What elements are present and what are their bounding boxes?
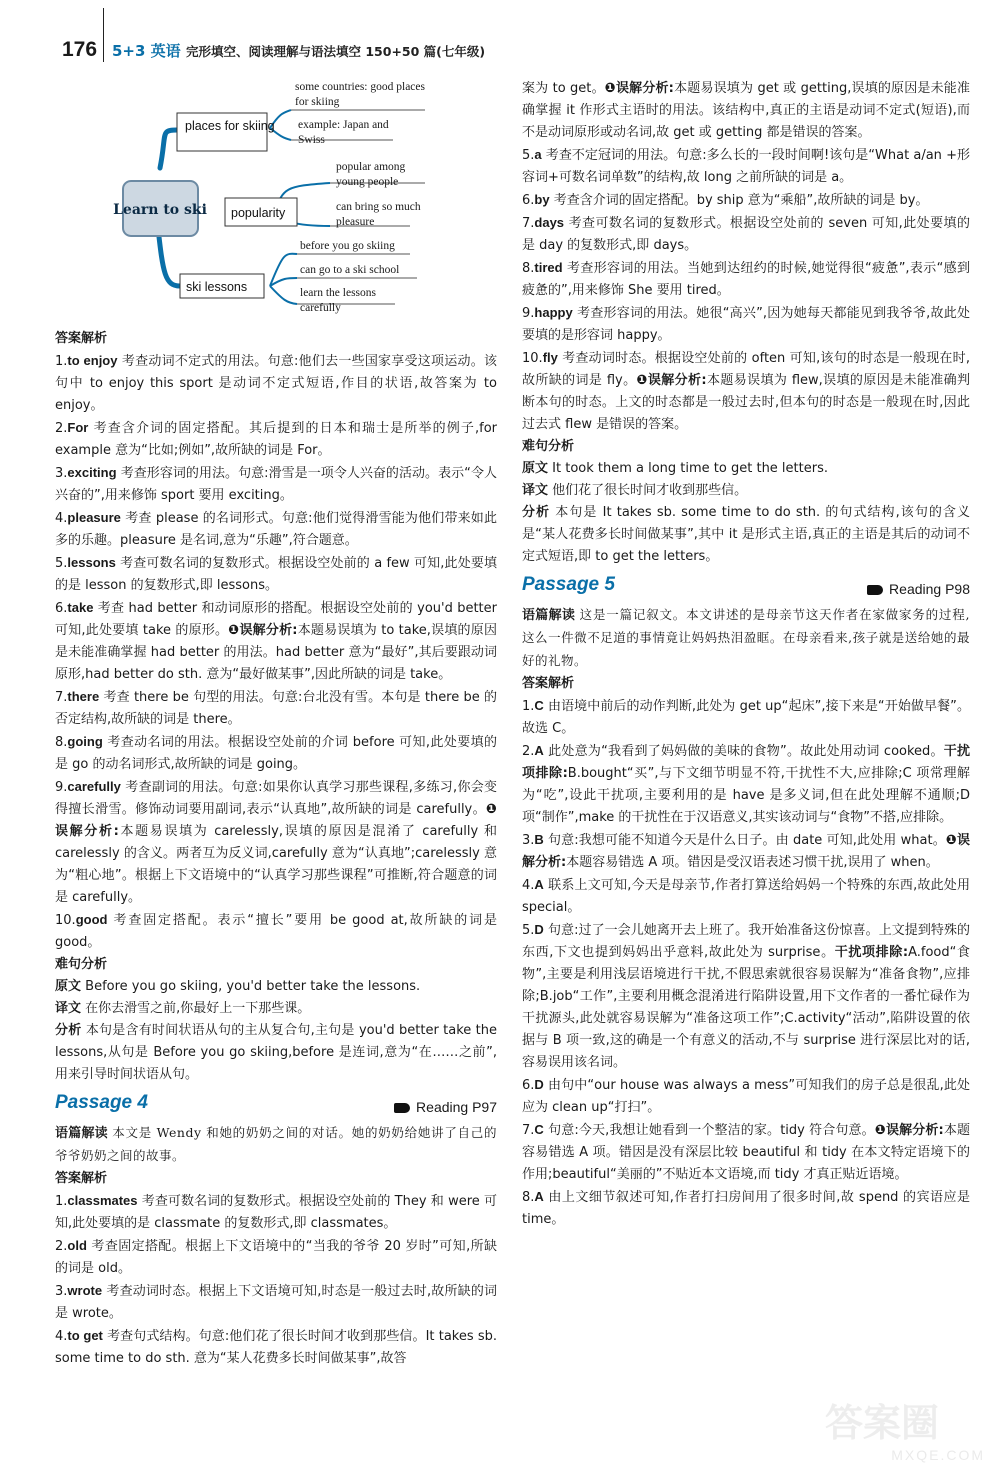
p4-analysis: 分析 本句是 It takes sb. some time to do sth. 的句式结构,该句的含义是“某人花费多长时间做某事”,其中 it 是形式主语,真正的主语是其后的动词不定式短语,即 to get the letters。 [522,505,970,564]
p4-answer-10: 10.fly 考查动词时态。根据设空处前的 often 可知,该句的时态是一般现在时,故所缺的词是 fly。❶误解分析:本题易误填为 flew,误填的原因是未能准确判断本句的时态。上文的时态都是一般过去时,但本句的时态是一般现在时,因此过去式 flew 是错误的答案。 [522,350,971,432]
passage-4-answer-title: 答案解析 [55,1171,108,1186]
answer-7: 7.there 考查 there be 句型的用法。句意:台北没有雪。本句是 there be 的否定结构,故所缺的词是 there。 [55,689,497,727]
leaf-popular: popular among young people [336,161,406,188]
p5-answer-5: 5.D 句意:过了一会儿她离开去上班了。我开始准备这份惊喜。上文提到特殊的东西,下文也提到妈妈出乎意料,故此处为 surprise。干扰项排除:A.food“食物”,主要是利用浅层语境进行干扰,不假思索就很容易误解为“准备食物”,应排除;B.job“工作”,主要利用概念混淆进行陷阱设置,用下文作者的一番忙碌作为干扰源头,此处就容易误解为“准备这项工作”;C.activity“活动”,陷阱设置的依据与 B 项一致,这的确是一个有意义的活动,不与 surprise 进行深层比对的话,容易误用该名词。 [522,922,970,1070]
center-label: Learn to ski [113,202,207,218]
branch-places: places for skiing [185,119,275,133]
answer-9: 9.carefully 考查副词的用法。句意:如果你认真学习那些课程,多练习,你会变得擅长滑雪。修饰动词要用副词,表示“认真地”,故所缺的词是 carefully。❶误解分析:本题易误填为 carelessly,误填的原因是混淆了 carefully 和 carelessly 的含义。两者互为反义词,carefully 意为“认真地”;carelessly 意为“粗心地”。根据上下文语境中的“认真学习那些课程”可推断,符合题意的词是 carefully。 [55,779,497,905]
p4-answer-3: 3.wrote 考查动词时态。根据上下文语境可知,时态是一般过去时,故所缺的词是 wrote。 [55,1283,497,1321]
p4-answer-7: 7.days 考查可数名词的复数形式。根据设空处前的 seven 可知,此处要填的是 day 的复数形式,即 days。 [522,215,970,253]
passage-5-title: Passage 5 [522,574,615,595]
p4-answer-6: 6.by 考查含介词的固定搭配。by ship 意为“乘船”,故所缺的词是 by。 [522,192,929,208]
p5-answer-7: 7.C 句意:今天,我想让她看到一个整洁的家。tidy 符合句意。❶误解分析:本题容易错选 A 项。错因是没有深层比较 beautiful 和 tidy 在本文特定语境下的作用;beautiful“美丽的”不贴近本文语境,而 tidy 才真正贴近语境。 [522,1122,970,1182]
right-column [522,78,970,1231]
branch-ski-lessons: ski lessons [186,280,248,294]
answer-title: 答案解析 [55,331,108,346]
leaf-example: example: Japan and Swiss [298,119,389,146]
leaf-learn: learn the lessons carefully [300,287,377,314]
passage-5-ref: Reading P98 [867,578,970,600]
answer-10: 10.good 考查固定搭配。表示“擅长”要用 be good at,故所缺的词是 good。 [55,912,497,950]
original-sentence: 原文 Before you go skiing, you'd better take the lessons. [55,979,421,994]
p4-answer-8: 8.tired 考查形容词的用法。当她到达纽约的时候,她觉得很“疲惫”,表示“感到疲惫的”,用来修饰 She 要用 tired。 [522,260,970,298]
page-number: 176 [62,38,98,61]
leaf-countries: some countries: good places for skiing [295,81,425,108]
brand-logo: 5+3 英语 [112,42,181,60]
difficult-sentence-title: 难句分析 [55,957,108,972]
p4-translation: 译文 他们花了很长时间才收到那些信。 [522,483,748,498]
watermark: 答案圈 MXQE.COM [825,1403,985,1463]
left-column [55,328,497,1370]
translation: 译文 在你去滑雪之前,你最好上一下那些课。 [55,1001,311,1016]
p5-answer-6: 6.D 由句中“our house was always a mess”可知我们的房子总是很乱,此处应为 clean up“打扫”。 [522,1077,970,1115]
passage-5-answer-title: 答案解析 [522,676,575,691]
p5-answer-8: 8.A 由上文细节叙述可知,作者打扫房间用了很多时间,故 spend 的宾语应是 time。 [522,1189,970,1227]
answer-5: 5.lessons 考查可数名词的复数形式。根据设空处前的 a few 可知,此处要填的是 lesson 的复数形式,即 lessons。 [55,555,497,593]
leaf-school: can go to a ski school [300,264,400,276]
book-title: 完形填空、阅读理解与语法填空 150+50 篇(七年级) [186,44,486,59]
passage-4-title: Passage 4 [55,1092,148,1113]
svg-text:places for skiing [185,119,275,133]
answer-6: 6.take 考查 had better 和动词原形的搭配。根据设空处前的 you'd better 可知,此处要填 take 的原形。❶误解分析:本题易误填为 to take,误填的原因是未能准确掌握 had better 的用法。had better 意为“最好”,其后要跟动词原形,had better do sth. 意为“最好做某事”,因此所缺的词是 take。 [55,600,497,682]
p4-answer-4-cont: 案为 to get。❶误解分析:本题易误填为 get 或 getting,误填的原因是未能准确掌握 it 作形式主语时的用法。该结构中,真正的主语是动词不定式(短语),而不是动词原形或动名词,故 get 或 getting 都是错误的答案。 [522,81,970,140]
p4-answer-9: 9.happy 考查形容词的用法。她很“高兴”,因为她每天都能见到我爷爷,故此处要填的是形容词 happy。 [522,305,970,343]
p4-answer-4: 4.to get 考查句式结构。句意:他们花了很长时间才收到那些信。It takes sb. some time to do sth. 意为“某人花费多长时间做某事”,故答 [55,1328,497,1366]
p4-answer-2: 2.old 考查固定搭配。根据上下文语境中的“当我的爷爷 20 岁时”可知,所缺的词是 old。 [55,1238,497,1276]
page-header [0,0,1000,70]
p4-difficult-title: 难句分析 [522,439,575,454]
mind-map [55,78,495,328]
leaf-before: before you go skiing [300,240,395,252]
p4-answer-1: 1.classmates 考查可数名词的复数形式。根据设空处前的 They 和 were 可知,此处要填的是 classmate 的复数形式,即 classmates。 [55,1193,497,1231]
passage-4-ref: Reading P97 [394,1096,497,1118]
passage-5-heading [522,572,970,604]
answer-1: 1.to enjoy 考查动词不定式的用法。句意:他们去一些国家享受这项运动。该句中 to enjoy this sport 是动词不定式短语,作目的状语,故答案为 to enjoy。 [55,353,497,413]
answer-8: 8.going 考查动名词的用法。根据设空处前的介词 before 可知,此处要填的是 go 的动名词形式,故所缺的词是 going。 [55,734,497,772]
p4-answer-5: 5.a 考查不定冠词的用法。句意:多么长的一段时间啊!该句是“What a/an +形容词+可数名词单数”的结构,故 long 之前所缺的词是 a。 [522,147,970,185]
pointing-hand-icon [867,585,883,595]
pointing-hand-icon [394,1103,410,1113]
p5-answer-4: 4.A 联系上文可知,今天是母亲节,作者打算送给妈妈一个特殊的东西,故此处用 special。 [522,877,970,915]
answer-3: 3.exciting 考查形容词的用法。句意:滑雪是一项令人兴奋的活动。表示“令人兴奋的”,用来修饰 sport 要用 exciting。 [55,465,497,503]
leaf-pleasure: can bring so much pleasure [336,201,421,228]
branch-popularity: popularity [231,206,286,220]
p5-answer-3: 3.B 句意:我想可能不知道今天是什么日子。由 date 可知,此处用 what。❶误解分析:本题容易错选 A 项。错因是受汉语表述习惯干扰,误用了 when。 [522,832,970,870]
passage-5-summary: 语篇解读 这是一篇记叙文。本文讲述的是母亲节这天作者在家做家务的过程,这么一件微不足道的事情竟让妈妈热泪盈眶。在母亲看来,孩子就是送给她的最好的礼物。 [522,607,970,668]
answer-2: 2.For 考查含介词的固定搭配。其后提到的日本和瑞士是所举的例子,for example 意为“比如;例如”,故所缺的词是 For。 [55,420,497,458]
p4-original-sentence: 原文 It took them a long time to get the letters. [522,461,828,476]
header-divider [103,8,104,62]
passage-4-summary: 语篇解读 本文是 Wendy 和她的奶奶之间的对话。她的奶奶给她讲了自己的爷爷奶奶之间的故事。 [55,1125,497,1163]
analysis: 分析 本句是含有时间状语从句的主从复合句,主句是 you'd better take the lessons,从句是 Before you go skiing,before 是连词,意为“在……之前”,用来引导时间状语从句。 [55,1023,497,1082]
p5-answer-1: 1.C 由语境中前后的动作判断,此处为 get up“起床”,接下来是“开始做早餐”。故选 C。 [522,698,970,736]
p5-answer-2: 2.A 此处意为“我看到了妈妈做的美味的食物”。故此处用动词 cooked。干扰项排除:B.bought“买”,与下文细节明显不符,干扰性不大,应排除;C 项常理解为“吃”,设此干扰项,主要利用的是 have 是多义词,但在此处理解不通顺;D 项“制作”,make 的干扰性在于汉语意义,其实该动词与“食物”不搭,应排除。 [522,743,970,825]
passage-4-heading [55,1090,497,1122]
answer-4: 4.pleasure 考查 please 的名词形式。句意:他们觉得滑雪能为他们带来如此多的乐趣。pleasure 是名词,意为“乐趣”,符合题意。 [55,510,497,548]
